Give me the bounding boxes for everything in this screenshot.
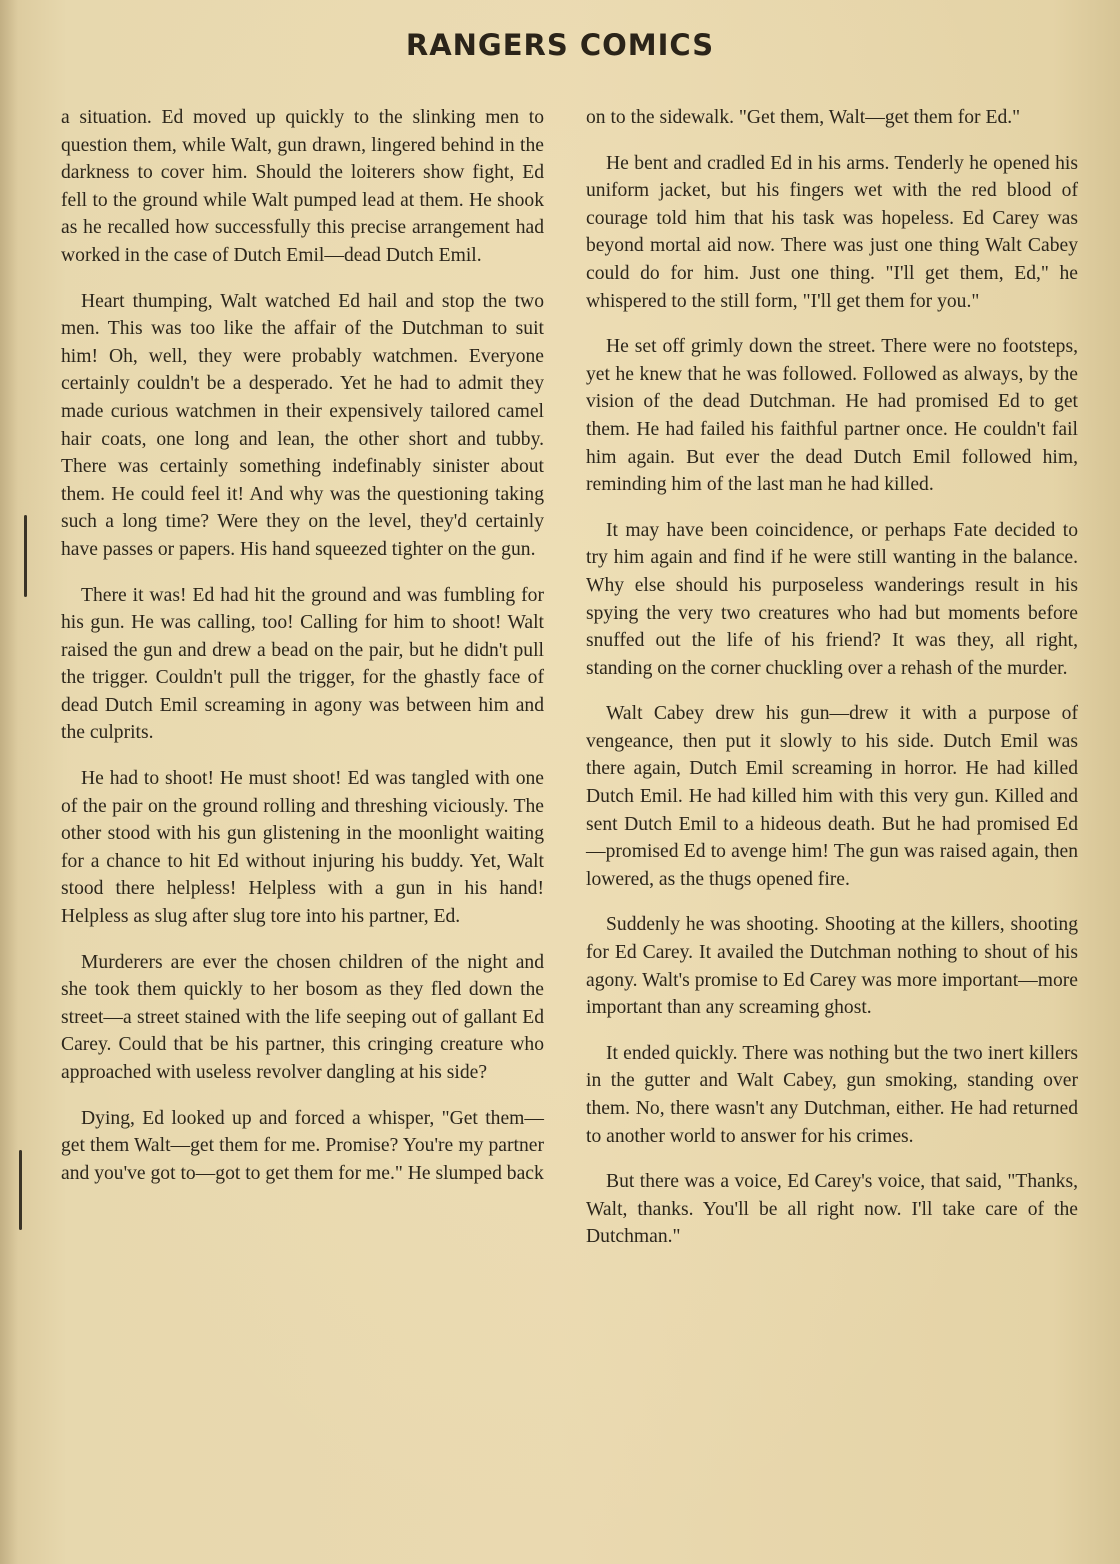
paragraph: Walt Cabey drew his gun—drew it with a purpose of vengeance, then put it slowly to his side. Dutch Emil was there again, Dutch Emil screaming in horror. He had killed Dutch Emil. He had killed him with this very gun. Killed and sent Dutch Emil to a hideous death. But he had promised Ed—promised Ed to avenge him! The gun was raised again, then lowered, as the thugs opened fire. — [586, 703, 1078, 890]
binding-mark — [24, 515, 27, 597]
paragraph: on to the sidewalk. "Get them, Walt—get them for Ed." — [586, 107, 1021, 128]
paragraph: Heart thumping, Walt watched Ed hail and stop the two men. This was too like the affair of the Dutchman to suit him! Oh, well, they were probably watchmen. Everyone certainly couldn't be a desperado. Yet he had to admit they made curious watchmen in their expensively tailored camel hair coats, one long and lean, the other short and tubby. There was certainly something indefinably sinister about them. He could feel it! And why was the questioning taking such a long time? Were they on the level, they'd certainly have passes or papers. His hand squeezed tighter on the gun. — [61, 290, 544, 560]
page-title: RANGERS COMICS — [405, 28, 715, 62]
left-text-column — [61, 104, 544, 1205]
paragraph: It ended quickly. There was nothing but the two inert killers in the gutter and Walt Cabey, gun smoking, standing over them. No, there wasn't any Dutchman, either. He had returned to another world to answer for his crimes. — [586, 1042, 1078, 1147]
paragraph: Murderers are ever the chosen children of the night and she took them quickly to her bosom as they fled down the street—a street stained with the life seeping out of gallant Ed Carey. Could that be his partner, this cringing creature who approached with useless revolver dangling at his side? — [61, 951, 544, 1083]
paragraph: He bent and cradled Ed in his arms. Tenderly he opened his uniform jacket, but his fingers wet with the red blood of courage told him that his task was hopeless. Ed Carey was beyond mortal aid now. There was just one thing Walt Cabey could do for him. Just one thing. "I'll get them, Ed," he whispered to the still form, "I'll get them for you." — [586, 152, 1078, 312]
binding-mark — [19, 1150, 22, 1230]
paragraph: There it was! Ed had hit the ground and was fumbling for his gun. He was calling, too! Calling for him to shoot! Walt raised the gun and drew a bead on the pair, but he didn't pull the trigger. Couldn't pull the trigger, for the ghastly face of dead Dutch Emil screaming in agony was between him and the culprits. — [61, 584, 544, 744]
paragraph: Suddenly he was shooting. Shooting at the killers, shooting for Ed Carey. It availed the Dutchman nothing to shout of his agony. Walt's promise to Ed Carey was more important—more important than any screaming ghost. — [586, 914, 1078, 1019]
paragraph: a situation. Ed moved up quickly to the slinking men to question them, while Walt, gun drawn, lingered behind in the darkness to cover him. Should the loiterers show fight, Ed fell to the ground while Walt pumped lead at them. He shook as he recalled how successfully this precise arrangement had worked in the case of Dutch Emil—dead Dutch Emil. — [61, 107, 544, 266]
paragraph: Dying, Ed looked up and forced a whisper, "Get them—get them Walt—get them for me. Promise? You're my partner and you've got to—got to get them for me." He slumped back — [61, 1107, 544, 1184]
paragraph: It may have been coincidence, or perhaps Fate decided to try him again and find if he were still wanting in the balance. Why else should his purposeless wanderings result in his spying the very two creatures who had but moments before snuffed out the life of his friend? It was they, all right, standing on the corner chuckling over a rehash of the murder. — [586, 519, 1078, 679]
paragraph: But there was a voice, Ed Carey's voice, that said, "Thanks, Walt, thanks. You'll be all right now. I'll take care of the Dutchman." — [586, 1171, 1078, 1248]
page-binding-shadow — [0, 0, 18, 1564]
paragraph: He set off grimly down the street. There were no footsteps, yet he knew that he was followed. Followed as always, by the vision of the dead Dutchman. He had promised Ed to get them. He had failed his faithful partner once. He couldn't fail him again. But ever the dead Dutch Emil followed him, reminding him of the last man he had killed. — [586, 336, 1078, 496]
paragraph: He had to shoot! He must shoot! Ed was tangled with one of the pair on the ground rolling and threshing viciously. The other stood with his gun glistening in the moonlight waiting for a chance to hit Ed without injuring his buddy. Yet, Walt stood there helpless! Helpless with a gun in his hand! Helpless as slug after slug tore into his partner, Ed. — [61, 768, 544, 928]
right-text-column — [586, 104, 1078, 1269]
